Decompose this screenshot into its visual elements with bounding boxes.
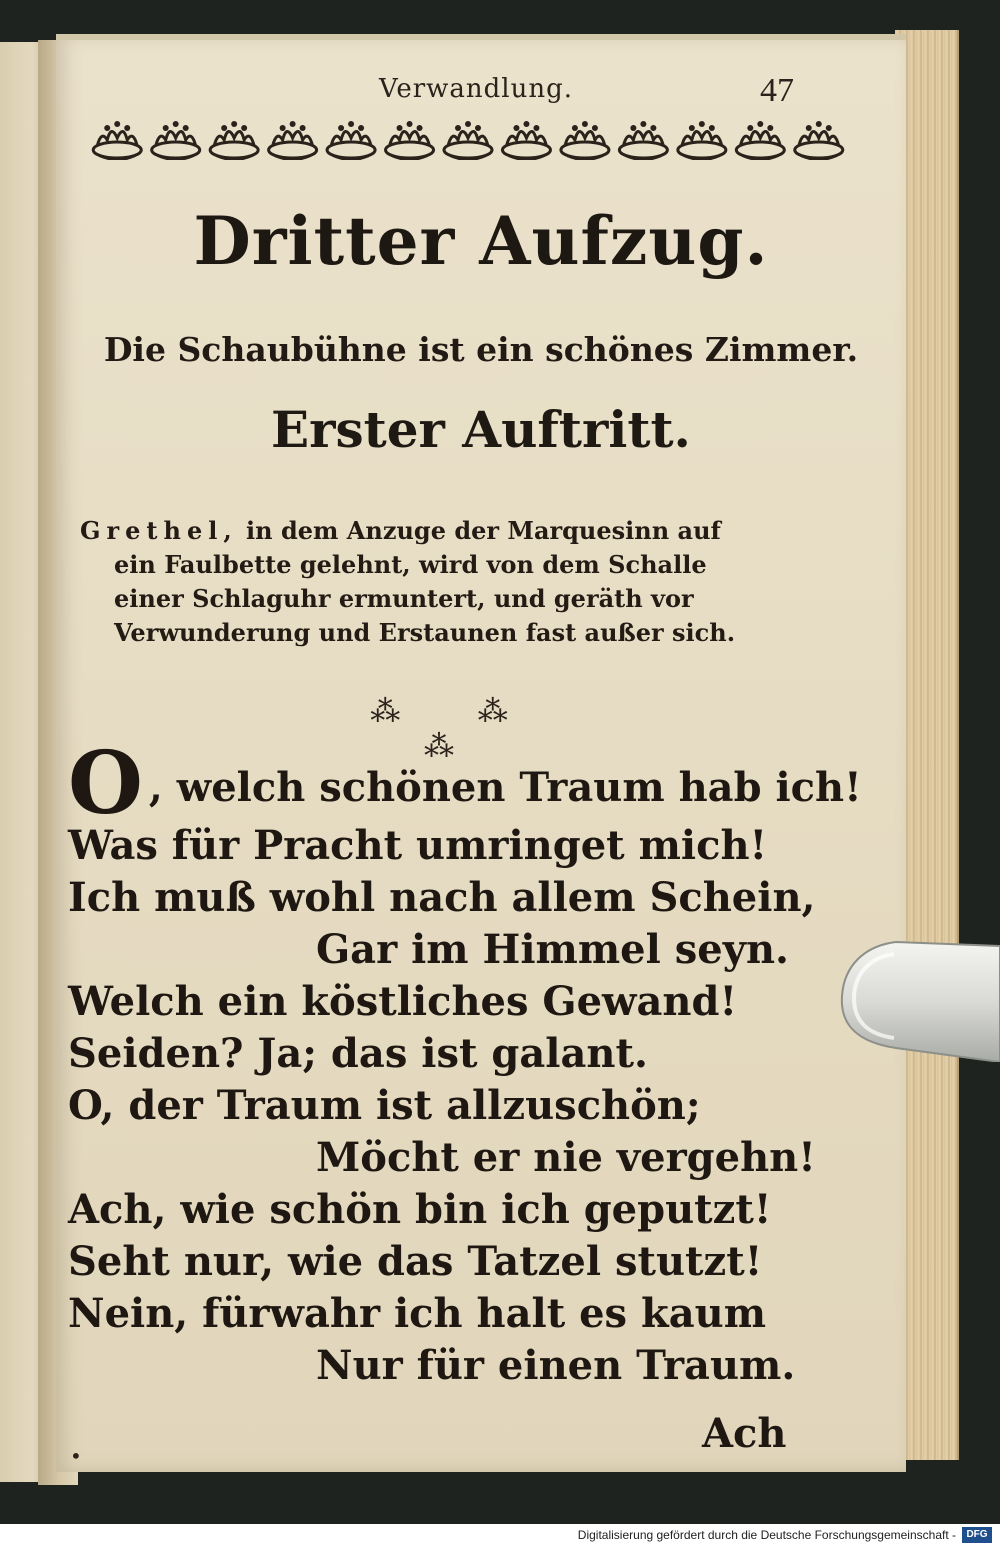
verse-line-text: , welch schönen Traum hab ich! xyxy=(148,764,862,811)
verse-line: Ich muß wohl nach allem Schein, xyxy=(68,874,816,921)
crown-ornament-icon xyxy=(502,121,550,160)
crown-ornament-icon xyxy=(93,121,141,160)
catchword: Ach xyxy=(702,1410,787,1457)
verse-block xyxy=(68,733,862,1392)
scene-title: Erster Auftritt. xyxy=(271,400,691,459)
printer-mark: • xyxy=(70,1444,82,1468)
running-head: Verwandlung. xyxy=(378,74,574,104)
verse-line: Möcht er nie vergehn! xyxy=(316,1134,816,1181)
crown-ornament-icon xyxy=(678,121,726,160)
crown-ornament-icon xyxy=(561,121,609,160)
crown-ornament-icon xyxy=(619,121,667,160)
crown-ornament-icon xyxy=(795,121,843,160)
act-title: Dritter Aufzug. xyxy=(193,202,769,280)
description-line: einer Schlaguhr ermuntert, und geräth vor xyxy=(114,584,694,613)
page-number: 47 xyxy=(760,72,794,109)
stage-direction: Die Schaubühne ist ein schönes Zimmer. xyxy=(103,330,859,369)
book-page xyxy=(56,34,906,1472)
dfg-logo: DFG xyxy=(962,1527,992,1543)
verse-line: Seht nur, wie das Tatzel stutzt! xyxy=(68,1238,763,1285)
crown-ornament-icon xyxy=(386,121,434,160)
scene-description xyxy=(80,514,850,650)
verse-line: Was für Pracht umringet mich! xyxy=(68,822,768,869)
ornament-row xyxy=(88,114,848,160)
verse-line: Seiden? Ja; das ist galant. xyxy=(68,1030,648,1077)
crown-ornament-icon xyxy=(444,121,492,160)
crown-ornament-icon xyxy=(327,121,375,160)
verse-line: Nein, fürwahr ich halt es kaum xyxy=(68,1290,767,1337)
verse-line: Welch ein köstliches Gewand! xyxy=(68,978,738,1025)
crown-ornament-icon xyxy=(736,121,784,160)
verse-line: Nur für einen Traum. xyxy=(316,1342,796,1389)
description-text: in dem Anzuge der Marquesinn auf xyxy=(246,516,721,545)
page-top-edge xyxy=(56,34,906,40)
footer-bar xyxy=(0,1524,1000,1547)
asterism-divider: ⁂ ⁂ ⁂ xyxy=(370,694,542,764)
crown-ornament-icon xyxy=(210,121,258,160)
crown-ornament-icon xyxy=(269,121,317,160)
drop-cap: O xyxy=(68,733,143,834)
verse-line xyxy=(68,733,862,834)
speaker-name: Grethel, xyxy=(80,516,238,545)
verse-line: Gar im Himmel seyn. xyxy=(316,926,789,973)
glass-page-weight xyxy=(836,938,1000,1062)
description-line: ein Faulbette gelehnt, wird von dem Schalle xyxy=(114,550,707,579)
verse-line: Ach, wie schön bin ich geputzt! xyxy=(68,1186,772,1233)
verse-lines xyxy=(68,820,828,1392)
crown-ornament-icon xyxy=(152,121,200,160)
verse-line: O, der Traum ist allzuschön; xyxy=(68,1082,701,1129)
description-line xyxy=(80,514,850,548)
description-line: Verwunderung und Erstaunen fast außer sich. xyxy=(114,618,736,647)
footer-credit: Digitalisierung gefördert durch die Deutsche Forschungsgemeinschaft - xyxy=(577,1528,956,1542)
